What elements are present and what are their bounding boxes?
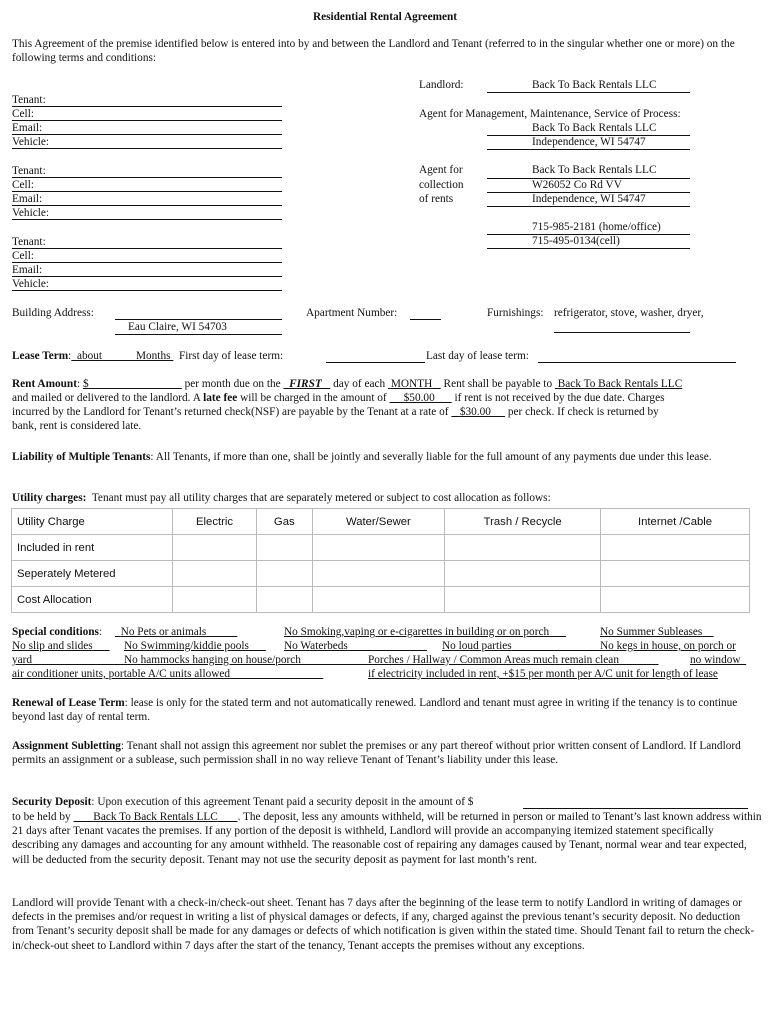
utility-header-charge: Utility Charge [12,509,173,535]
tenant-3-vehicle-label: Vehicle: [12,278,50,290]
tenant-1-email-field[interactable] [12,134,282,135]
tenant-2-email-label: Email: [12,193,43,205]
tenant-2-vehicle-field[interactable] [12,219,282,220]
lease-term-row: Lease Term: about Months First day of lease term: [12,350,284,362]
utility-charges-intro: Utility charges: Tenant must pay all utility charges that are separately metered or subject to cost allocation as follows: [12,492,551,504]
tenant-1-email-label: Email: [12,122,43,134]
rent-amount-field[interactable]: $ [82,378,89,390]
special-condition-2[interactable]: No Smoking,vaping or e-cigarettes in building or on porch [284,626,550,638]
tenant-3-email-label: Email: [12,264,43,276]
special-condition-4[interactable]: No slip and slides [12,640,93,652]
utility-cell[interactable] [601,561,750,587]
apartment-number-field[interactable] [410,319,441,320]
tenant-3-cell-field[interactable] [12,262,282,263]
building-address-field[interactable] [115,319,282,320]
first-day-label: First day of lease term: [178,350,284,362]
tenant-2-field[interactable] [12,177,282,178]
security-deposit-line-1: Security Deposit: Upon execution of this agreement Tenant paid a security deposit in the amount of $ [12,796,474,808]
agent-collection-name[interactable]: Back To Back Rentals LLC [532,164,657,176]
special-condition-5[interactable]: No Swimming/kiddie pools [124,640,249,652]
utility-cell[interactable] [257,535,312,561]
utility-cell[interactable] [445,535,601,561]
utility-cell[interactable] [312,535,445,561]
security-deposit-paragraph: to be held by Back To Back Rentals LLC . The deposit, less any amounts withheld, will be returned in person or mailed to Tenant’s last known address within 21 days after Tenant vacates the premises. If any portion of the deposit is withheld, Landlord will provide an accompanying itemized statement specifically describing any damages and accounting for any amount withheld. The reasonable cost of repairing any damages caused by Tenant, normal wear and tear expected, will be deducted from the security deposit. Tenant may not use the security deposit as payment for last month’s rent. [12,811,762,866]
tenant-2-vehicle-label: Vehicle: [12,207,50,219]
special-condition-7[interactable]: No loud parties [442,640,512,652]
utility-header-trash: Trash / Recycle [445,509,601,535]
utility-cell[interactable] [173,561,257,587]
tenant-2-cell-field[interactable] [12,191,282,192]
security-deposit-amount-field[interactable] [523,808,748,809]
page-title: Residential Rental Agreement [312,11,458,23]
lease-term-value[interactable]: about Months [76,350,171,362]
special-conditions-label: Special conditions: [12,626,103,638]
utility-row-label: Cost Allocation [12,587,173,613]
special-condition-8[interactable]: No kegs in house, on porch or [600,640,736,652]
special-condition-9[interactable]: yard [12,654,33,666]
utility-cell[interactable] [312,587,445,613]
tenant-3-field[interactable] [12,248,282,249]
special-condition-12[interactable]: no window [690,654,741,666]
furnishings-label: Furnishings: [487,307,544,319]
agent-phone-cell[interactable]: 715-495-0134(cell) [532,235,620,247]
tenant-2-email-field[interactable] [12,205,282,206]
utility-cell[interactable] [173,535,257,561]
table-row [12,561,750,587]
renewal-paragraph: Renewal of Lease Term: lease is only for the stated term and not automatically renewed. Landlord and tenant must agree in writing if the tenancy is to continue beyond last day of rental term. [12,697,738,724]
tenant-1-cell-field[interactable] [12,120,282,121]
security-held-by[interactable]: Back To Back Rentals LLC [93,811,218,823]
rent-payee[interactable]: Back To Back Rentals LLC [557,378,683,390]
utility-table [11,508,750,613]
tenant-2-cell-label: Cell: [12,179,34,191]
tenant-1-vehicle-field[interactable] [12,148,282,149]
special-condition-13[interactable]: air conditioner units, portable A/C units allowed [12,668,231,680]
landlord-label: Landlord: [419,79,464,91]
agent-phone-office[interactable]: 715-985-2181 (home/office) [532,221,661,233]
checkin-paragraph: Landlord will provide Tenant with a check-in/check-out sheet. Tenant has 7 days after the beginning of the lease term to notify Landlord in writing of damages or defects in the premises and/or request in writing a list of physical damages or defects, if any, charged against the previous tenant’s security deposit. No deduction from Tenant’s security deposit shall be made for any damages or defects of which notification is given within the stated time. Should Tenant fail to return the check-in/check-out sheet to Landlord within 7 days after the start of the tenancy, Tenant accepts the premises without any exceptions. [12,897,755,952]
landlord-value[interactable]: Back To Back Rentals LLC [532,79,657,91]
building-city[interactable]: Eau Claire, WI 54703 [128,321,227,333]
furnishings-extra-field[interactable] [554,332,690,333]
utility-cell[interactable] [173,587,257,613]
utility-header-electric: Electric [173,509,257,535]
utility-cell[interactable] [601,587,750,613]
tenant-3-vehicle-field[interactable] [12,290,282,291]
tenant-1-label: Tenant: [12,94,46,106]
nsf-fee-value[interactable]: $30.00 [459,406,491,418]
utility-header-internet: Internet /Cable [601,509,750,535]
utility-cell[interactable] [601,535,750,561]
utility-row-label: Included in rent [12,535,173,561]
agent-collection-label-3: of rents [419,193,454,205]
rent-line-3: incurred by the Landlord for Tenant’s returned check(NSF) are payable by the Tenant at a rate of $30.00 per check. If check is returned by [12,406,659,418]
liability-paragraph: Liability of Multiple Tenants: All Tenants, if more than one, shall be jointly and severally liable for the full amount of any payments due under this lease. [12,451,712,463]
furnishings-value[interactable]: refrigerator, stove, washer, dryer, [554,307,704,319]
utility-cell[interactable] [445,587,601,613]
building-address-label: Building Address: [12,307,94,319]
rent-line-2: and mailed or delivered to the landlord. A late fee will be charged in the amount of $50.00 if rent is not received by the due date. Charges [12,392,665,404]
rent-due-day[interactable]: FIRST [289,378,322,390]
tenant-3-cell-label: Cell: [12,250,34,262]
tenant-3-email-field[interactable] [12,276,282,277]
last-day-label: Last day of lease term: [426,350,529,362]
agent-collection-label-2: collection [419,179,464,191]
agent-management-city[interactable]: Independence, WI 54747 [532,136,646,148]
late-fee-value[interactable]: $50.00 [403,392,435,404]
special-condition-6[interactable]: No Waterbeds [284,640,348,652]
special-condition-1[interactable]: No Pets or animals [120,626,207,638]
tenant-1-vehicle-label: Vehicle: [12,136,50,148]
rent-line-1: Rent Amount: $ per month due on the FIRST day of each MONTH Rent shall be payable to Back To Back Rentals LLC [12,378,683,390]
special-condition-3[interactable]: No Summer Subleases [600,626,703,638]
special-condition-10[interactable]: No hammocks hanging on house/porch [124,654,301,666]
rent-amount-label: Rent Amount [12,378,77,390]
utility-cell[interactable] [445,561,601,587]
agent-management-label: Agent for Management, Maintenance, Service of Process: [419,108,681,120]
special-condition-14[interactable]: if electricity included in rent, +$15 per month per A/C unit for length of lease [368,668,718,680]
first-day-field[interactable] [326,362,425,363]
lease-term-label: Lease Term [12,350,69,362]
rent-line-4: bank, rent is considered late. [12,420,142,432]
table-row [12,535,750,561]
agent-collection-label-1: Agent for [419,164,463,176]
tenant-2-label: Tenant: [12,165,46,177]
utility-header-gas: Gas [257,509,312,535]
tenant-3-label: Tenant: [12,236,46,248]
agent-collection-city[interactable]: Independence, WI 54747 [532,193,646,205]
table-row [12,587,750,613]
table-row [12,509,750,535]
utility-row-label: Seperately Metered [12,561,173,587]
utility-cell[interactable] [257,587,312,613]
assignment-paragraph: Assignment Subletting: Tenant shall not assign this agreement nor sublet the premises or any part thereof without prior written consent of Landlord. If Landlord permits an assignment or a sublease, such permission shall in no way relieve Tenant of Tenant’s liability under this lease. [12,740,741,767]
last-day-field[interactable] [538,362,736,363]
rent-period[interactable]: MONTH [390,378,433,390]
tenant-1-field[interactable] [12,106,282,107]
utility-cell[interactable] [312,561,445,587]
utility-header-water: Water/Sewer [312,509,445,535]
tenant-1-cell-label: Cell: [12,108,34,120]
utility-cell[interactable] [257,561,312,587]
special-condition-11[interactable]: Porches / Hallway / Common Areas much remain clean [368,654,619,666]
apartment-number-label: Apartment Number: [306,307,398,319]
agent-management-name[interactable]: Back To Back Rentals LLC [532,122,657,134]
agent-collection-address[interactable]: W26052 Co Rd VV [532,179,622,191]
intro-paragraph: This Agreement of the premise identified below is entered into by and between the Landlord and Tenant (referred to in the singular whether one or more) on the following terms and conditions: [12,38,735,65]
